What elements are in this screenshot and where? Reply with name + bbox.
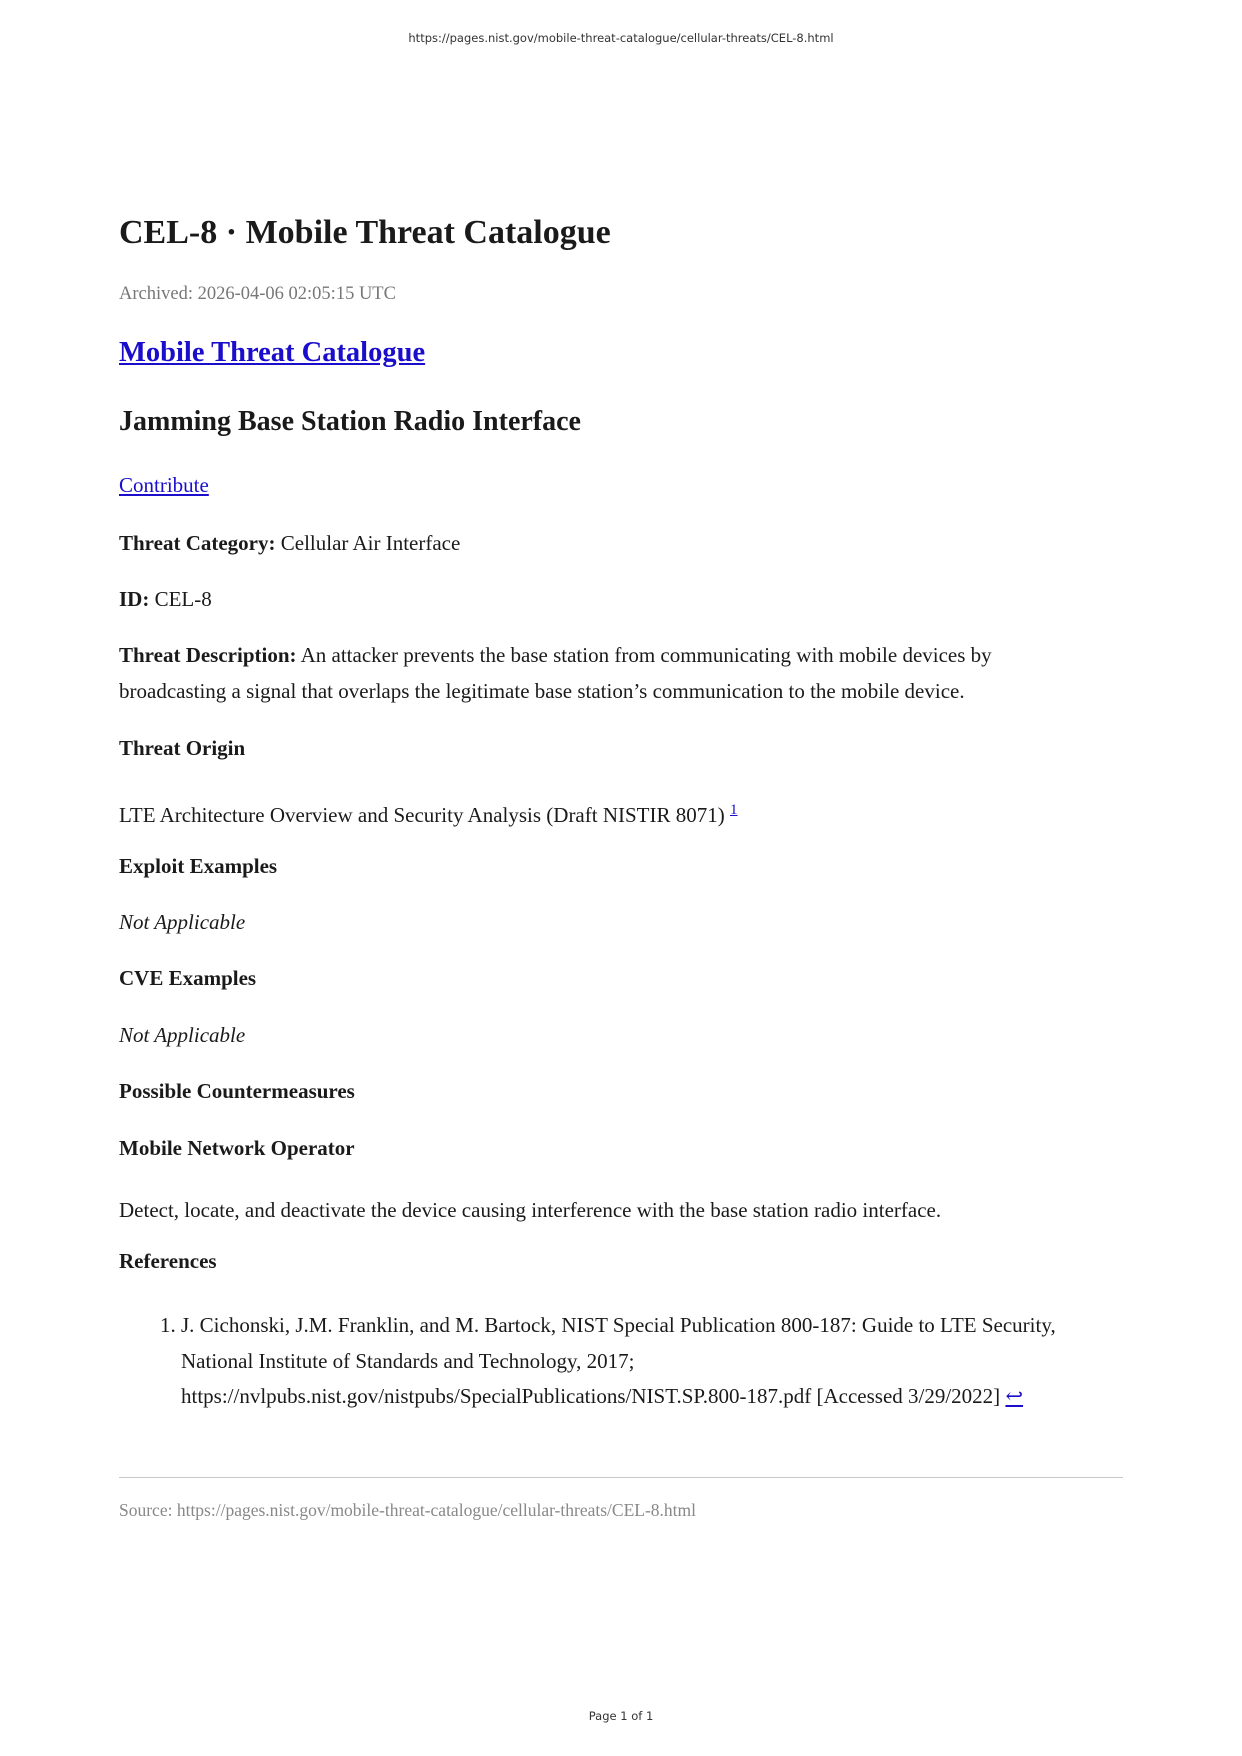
threat-id-value: CEL-8	[154, 587, 212, 611]
threat-category	[119, 525, 460, 561]
contribute-link[interactable]: Contribute	[119, 473, 209, 497]
threat-description-label: Threat Description:	[119, 643, 297, 667]
threat-origin-source: LTE Architecture Overview and Security Analysis (Draft NISTIR 8071)	[119, 803, 725, 827]
reference-backlink-icon[interactable]: ↩	[1005, 1384, 1024, 1408]
divider	[119, 1477, 1123, 1478]
threat-origin-heading: Threat Origin	[119, 736, 246, 760]
threat-category-value: Cellular Air Interface	[280, 531, 461, 555]
footnote-link[interactable]: 1	[730, 802, 738, 818]
threat-category-label: Threat Category:	[119, 531, 276, 555]
threat-origin-text	[119, 790, 738, 833]
exploit-examples-value: Not Applicable	[119, 910, 246, 934]
print-header-url: https://pages.nist.gov/mobile-threat-catalogue/cellular-threats/CEL-8.html	[408, 31, 834, 45]
mno-subheading: Mobile Network Operator	[119, 1136, 355, 1160]
threat-description	[119, 637, 1079, 709]
threat-title: Jamming Base Station Radio Interface	[119, 406, 581, 437]
countermeasure-text: Detect, locate, and deactivate the device causing interference with the base station radio interface.	[119, 1198, 942, 1222]
threat-description-value: An attacker prevents the base station from communicating with mobile devices by broadcasting a signal that overlaps the legitimate base station’s communication to the mobile device.	[119, 643, 992, 703]
catalogue-home-link[interactable]: Mobile Threat Catalogue	[119, 337, 426, 368]
reference-item	[181, 1308, 1123, 1415]
countermeasures-heading: Possible Countermeasures	[119, 1079, 355, 1103]
page-number: Page 1 of 1	[588, 1709, 654, 1723]
exploit-examples-heading: Exploit Examples	[119, 854, 278, 878]
page-title: CEL-8 · Mobile Threat Catalogue	[119, 214, 611, 251]
references-list	[119, 1308, 1123, 1415]
references-heading: References	[119, 1249, 217, 1273]
archived-timestamp: Archived: 2026-04-06 02:05:15 UTC	[119, 284, 396, 304]
cve-examples-heading: CVE Examples	[119, 966, 257, 990]
source-url: Source: https://pages.nist.gov/mobile-threat-catalogue/cellular-threats/CEL-8.html	[119, 1500, 696, 1520]
threat-id	[119, 581, 212, 617]
cve-examples-value: Not Applicable	[119, 1023, 246, 1047]
threat-id-label: ID:	[119, 587, 150, 611]
reference-text: J. Cichonski, J.M. Franklin, and M. Bartock, NIST Special Publication 800-187: Guide to LTE Security, National Institute of Standards and Technology, 2017; https://nvlpubs.nist.gov/nistpubs/SpecialPublications/NIST.SP.800-187.pdf [Accessed 3/29/2022]	[181, 1313, 1056, 1408]
